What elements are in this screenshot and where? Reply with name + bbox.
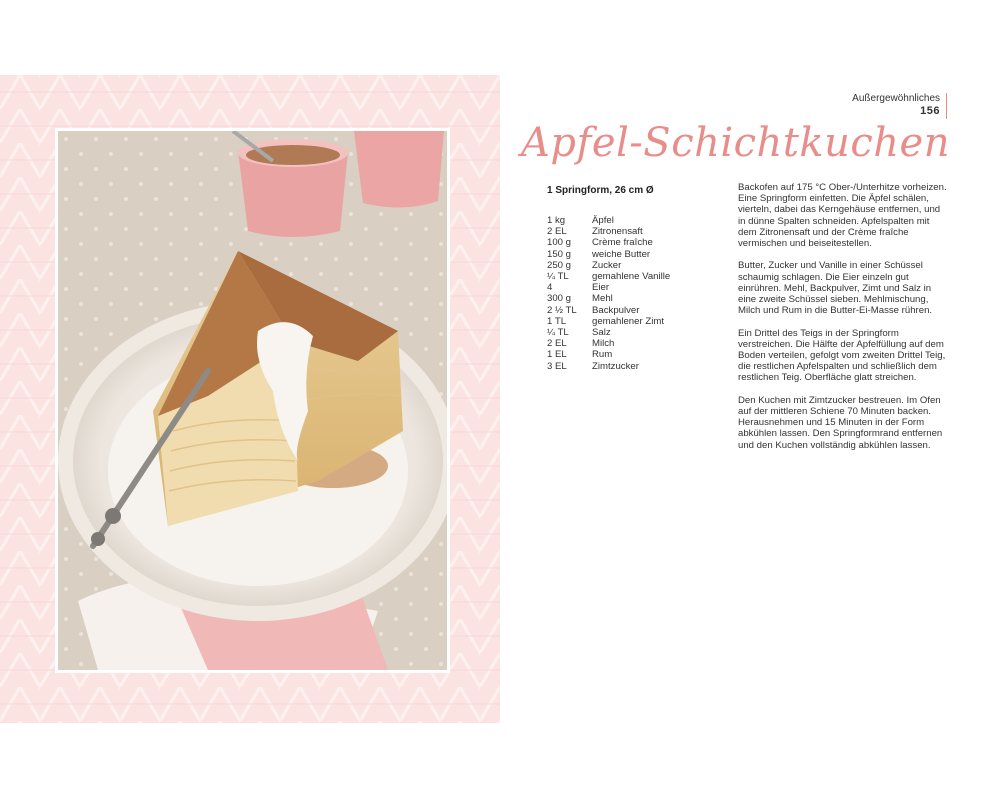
ingredient-row bbox=[547, 282, 737, 293]
ingredient-row bbox=[547, 349, 737, 360]
ingredient-amount: 2 EL bbox=[547, 338, 567, 350]
ingredient-row bbox=[547, 361, 737, 372]
apple-cake-photo bbox=[58, 131, 447, 670]
ingredient-row bbox=[547, 327, 737, 338]
ingredient-amount: 250 g bbox=[547, 259, 572, 271]
method-paragraph: Backofen auf 175 °C Ober-/Unterhitze vorheizen. Eine Springform einfetten. Die Äpfel schälen, vierteln, dabei das Kerngehäuse entfernen, und in dünne Spalten schneiden. Apfelspalten mit dem Zitronensaft und der Crème fraîche vermischen und beiseitestellen. bbox=[738, 182, 947, 250]
ingredient-name: gemahlene Vanille bbox=[592, 271, 671, 283]
ingredient-amount: 1 TL bbox=[547, 315, 567, 327]
ingredient-name: Backpulver bbox=[592, 304, 640, 316]
ingredient-name: Milch bbox=[592, 338, 615, 350]
ingredient-amount: 4 bbox=[547, 282, 553, 294]
recipe-yield: 1 Springform, 26 cm Ø bbox=[547, 185, 654, 196]
method-paragraph: Ein Drittel des Teigs in der Springform verstreichen. Die Hälfte der Apfelfüllung auf dem Boden verteilen, gefolgt vom zweiten Drittel Teig, die restlichen Apfelspalten und schließlich dem restlichen Teig. Oberfläche glatt streichen. bbox=[738, 327, 946, 384]
ingredient-row bbox=[547, 293, 737, 304]
page-number: 156 bbox=[920, 105, 940, 117]
method-paragraph: Den Kuchen mit Zimtzucker bestreuen. Im Ofen auf der mittleren Schiene 70 Minuten backen. Herausnehmen und 15 Minuten in der Form abkühlen lassen. Den Springformrand entfernen und den Kuchen vollständig abkühlen lassen. bbox=[738, 394, 943, 451]
ingredient-name: Mehl bbox=[592, 293, 613, 305]
ingredient-row bbox=[547, 226, 737, 237]
running-head bbox=[852, 92, 940, 118]
ingredient-name: Eier bbox=[592, 282, 610, 294]
ingredient-amount: 1 kg bbox=[547, 215, 566, 226]
ingredient-row bbox=[547, 316, 737, 327]
ingredient-amount: ¼ TL bbox=[547, 271, 569, 283]
ingredient-name: weiche Butter bbox=[592, 248, 651, 260]
ingredient-row bbox=[547, 215, 737, 226]
ingredient-amount: 2 ½ TL bbox=[547, 304, 577, 316]
ingredient-name: gemahlener Zimt bbox=[592, 315, 664, 327]
ingredient-amount: 300 g bbox=[547, 293, 572, 305]
ingredient-list bbox=[547, 215, 737, 372]
photo-frame bbox=[55, 128, 450, 673]
method-steps bbox=[738, 182, 950, 462]
ingredient-name: Crème fraîche bbox=[592, 237, 653, 249]
ingredient-amount: 2 EL bbox=[547, 226, 567, 238]
ingredient-row bbox=[547, 305, 737, 316]
right-page bbox=[500, 75, 1000, 723]
ingredient-amount: 100 g bbox=[547, 237, 572, 249]
left-page bbox=[0, 75, 500, 723]
method-paragraph: Butter, Zucker und Vanille in einer Schüssel schaumig schlagen. Die Eier einzeln gut einrühren. Mehl, Backpulver, Zimt und Salz in eine zweite Schüssel sieben. Mehlmischung, Milch und Rum in die Butter-Ei-Masse rühren. bbox=[738, 260, 933, 317]
ingredient-row bbox=[547, 249, 737, 260]
ingredient-row bbox=[547, 260, 737, 271]
running-head-rule bbox=[946, 93, 947, 119]
section-name: Außergewöhnliches bbox=[852, 93, 940, 104]
ingredient-row bbox=[547, 338, 737, 349]
ingredient-name: Zitronensaft bbox=[592, 226, 643, 238]
ingredient-row bbox=[547, 237, 737, 248]
ingredient-amount: 1 EL bbox=[547, 349, 567, 361]
recipe-title: Apfel-Schichtkuchen bbox=[521, 120, 950, 166]
ingredient-amount: ¼ TL bbox=[547, 327, 569, 339]
ingredient-name: Zucker bbox=[592, 259, 622, 271]
ingredient-name: Salz bbox=[592, 327, 611, 339]
ingredient-amount: 150 g bbox=[547, 248, 572, 260]
ingredient-row bbox=[547, 271, 737, 282]
ingredient-name: Äpfel bbox=[592, 215, 614, 226]
ingredient-amount: 3 EL bbox=[547, 360, 567, 372]
ingredient-name: Rum bbox=[592, 349, 613, 361]
ingredient-name: Zimtzucker bbox=[592, 360, 639, 372]
